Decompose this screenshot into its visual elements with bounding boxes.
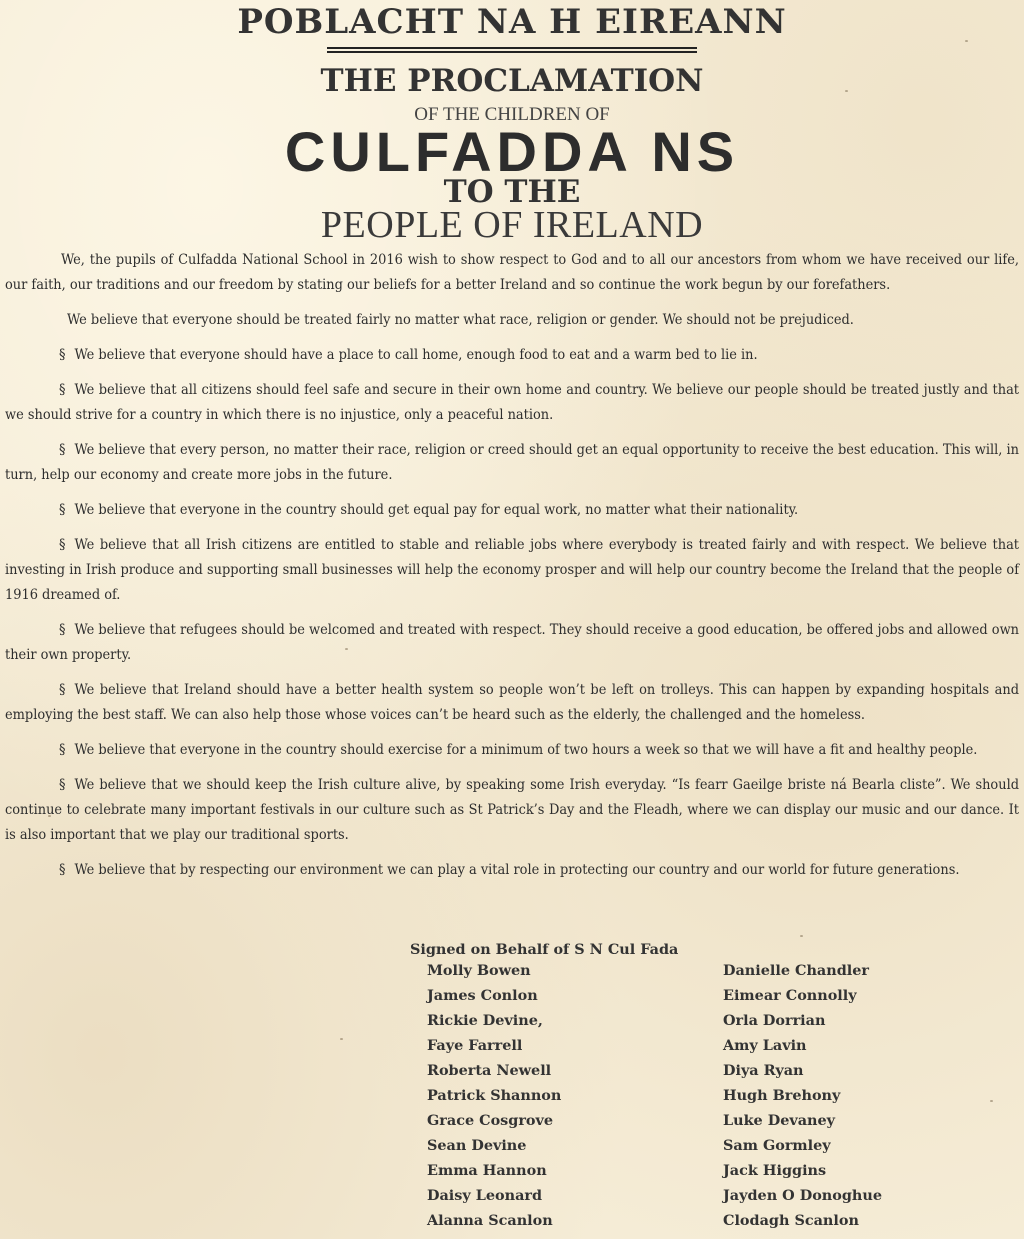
signatory-name: Patrick Shannon — [427, 1087, 562, 1104]
signatory-name: Molly Bowen — [427, 962, 531, 979]
title-double-rule — [327, 47, 697, 56]
signatory-name: Rickie Devine, — [427, 1012, 543, 1029]
belief-text: We believe that all Irish citizens are entitled to stable and reliable jobs where everybody is treated fairly and with respect. We believe that investing in Irish produce and supporting small businesses will help the economy prosper and will help our country become the Ireland that the people of 1916 dreamed of. — [5, 537, 1019, 603]
school-name: CULFADDA NS — [284, 120, 740, 183]
proclamation-title: THE PROCLAMATION — [320, 63, 704, 99]
belief-paragraph — [5, 343, 1019, 368]
belief-text: We believe that everyone in the country should get equal pay for equal work, no matter what their nationality. — [74, 502, 799, 518]
section-mark-icon: § — [59, 742, 66, 758]
belief-text: We believe that everyone should have a place to call home, enough food to eat and a warm bed to lie in. — [74, 347, 758, 363]
signatures-right-column — [723, 960, 882, 1235]
signatory-name: Emma Hannon — [427, 1162, 547, 1179]
republic-title: POBLACHT NA H EIREANN — [237, 2, 787, 42]
section-mark-icon: § — [59, 777, 66, 793]
belief-paragraph — [5, 498, 1019, 523]
intro-paragraph: We, the pupils of Culfadda National School in 2016 wish to show respect to God and to all our ancestors from whom we have received our life, our faith, our traditions and our freedom by stating our beliefs for a better Ireland and so continue the work begun by our forefathers. — [5, 252, 1019, 293]
proclamation-body — [5, 248, 1019, 893]
belief-paragraph — [5, 773, 1019, 848]
signatory-name: Jayden O Donoghue — [723, 1187, 883, 1204]
belief-text: We believe that by respecting our environment we can play a vital role in protecting our country and our world for future generations. — [74, 862, 960, 878]
paper-speck — [965, 40, 968, 42]
belief-text: We believe that everyone in the country should exercise for a minimum of two hours a week so that we will have a fit and healthy people. — [74, 742, 978, 758]
signatory-name: Sean Devine — [427, 1137, 527, 1154]
paper-speck — [845, 90, 848, 92]
belief-text: We believe that all citizens should feel safe and secure in their own home and country. We believe our people should be treated justly and that we should strive for a country in which there is no injustice, only a peaceful nation. — [5, 382, 1019, 423]
signatory-name: Faye Farrell — [427, 1037, 523, 1054]
children-of-subtitle: OF THE CHILDREN OF — [414, 104, 610, 125]
section-mark-icon: § — [59, 382, 66, 398]
signatory-name: Grace Cosgrove — [427, 1112, 554, 1129]
belief-text: We believe that refugees should be welcomed and treated with respect. They should receive a good education, be offered jobs and allowed own their own property. — [5, 622, 1019, 663]
signatory-name: James Conlon — [427, 987, 538, 1004]
section-mark-icon: § — [59, 682, 66, 698]
section-mark-icon: § — [59, 622, 66, 638]
signatory-name: Amy Lavin — [723, 1037, 807, 1054]
proclamation-header — [0, 0, 1024, 244]
belief-paragraph — [5, 378, 1019, 428]
belief-paragraph — [5, 438, 1019, 488]
beliefs-list — [5, 343, 1019, 883]
belief-paragraph: We believe that everyone should be treated fairly no matter what race, religion or gender. We should not be prejudiced. — [67, 312, 854, 328]
to-the-subtitle: TO THE — [443, 174, 581, 210]
paper-speck — [340, 1038, 343, 1040]
section-mark-icon: § — [59, 862, 66, 878]
signatory-name: Diya Ryan — [723, 1062, 804, 1079]
belief-paragraph — [5, 858, 1019, 883]
belief-paragraph — [5, 533, 1019, 608]
belief-paragraph — [5, 618, 1019, 668]
signatory-name: Luke Devaney — [723, 1112, 836, 1129]
signatory-name: Alanna Scanlon — [427, 1212, 553, 1229]
signatory-name: Jack Higgins — [723, 1162, 827, 1179]
signatory-name: Danielle Chandler — [723, 962, 869, 979]
signatory-name: Hugh Brehony — [723, 1087, 841, 1104]
signed-heading: Signed on Behalf of S N Cul Fada — [410, 941, 679, 958]
signatory-name: Orla Dorrian — [723, 1012, 826, 1029]
people-of-ireland-title: PEOPLE OF IRELAND — [320, 204, 704, 246]
signatory-name: Clodagh Scanlon — [723, 1212, 859, 1229]
signatures-left-column — [427, 960, 561, 1235]
paper-speck — [990, 1100, 993, 1102]
signatory-name: Daisy Leonard — [427, 1187, 543, 1204]
belief-text: We believe that we should keep the Irish culture alive, by speaking some Irish everyday. “Is fearr Gaeilge briste ná Bearla cliste”. We should continue to celebrate many important festivals in our culture such as St Patrick’s Day and the Fleadh, where we can display our music and our dance. It is also important that we play our traditional sports. — [5, 777, 1019, 843]
section-mark-icon: § — [59, 442, 66, 458]
belief-paragraph — [5, 738, 1019, 763]
paper-speck — [800, 935, 803, 937]
belief-text: We believe that every person, no matter their race, religion or creed should get an equal opportunity to receive the best education. This will, in turn, help our economy and create more jobs in the future. — [5, 442, 1019, 483]
belief-text: We believe that Ireland should have a better health system so people won’t be left on trolleys. This can happen by expanding hospitals and employing the best staff. We can also help those whose voices can’t be heard such as the elderly, the challenged and the homeless. — [5, 682, 1019, 723]
section-mark-icon: § — [59, 502, 66, 518]
belief-paragraph — [5, 678, 1019, 728]
signatory-name: Eimear Connolly — [723, 987, 857, 1004]
section-mark-icon: § — [59, 347, 66, 363]
signatory-name: Sam Gormley — [723, 1137, 831, 1154]
section-mark-icon: § — [59, 537, 66, 553]
signatory-name: Roberta Newell — [427, 1062, 552, 1079]
